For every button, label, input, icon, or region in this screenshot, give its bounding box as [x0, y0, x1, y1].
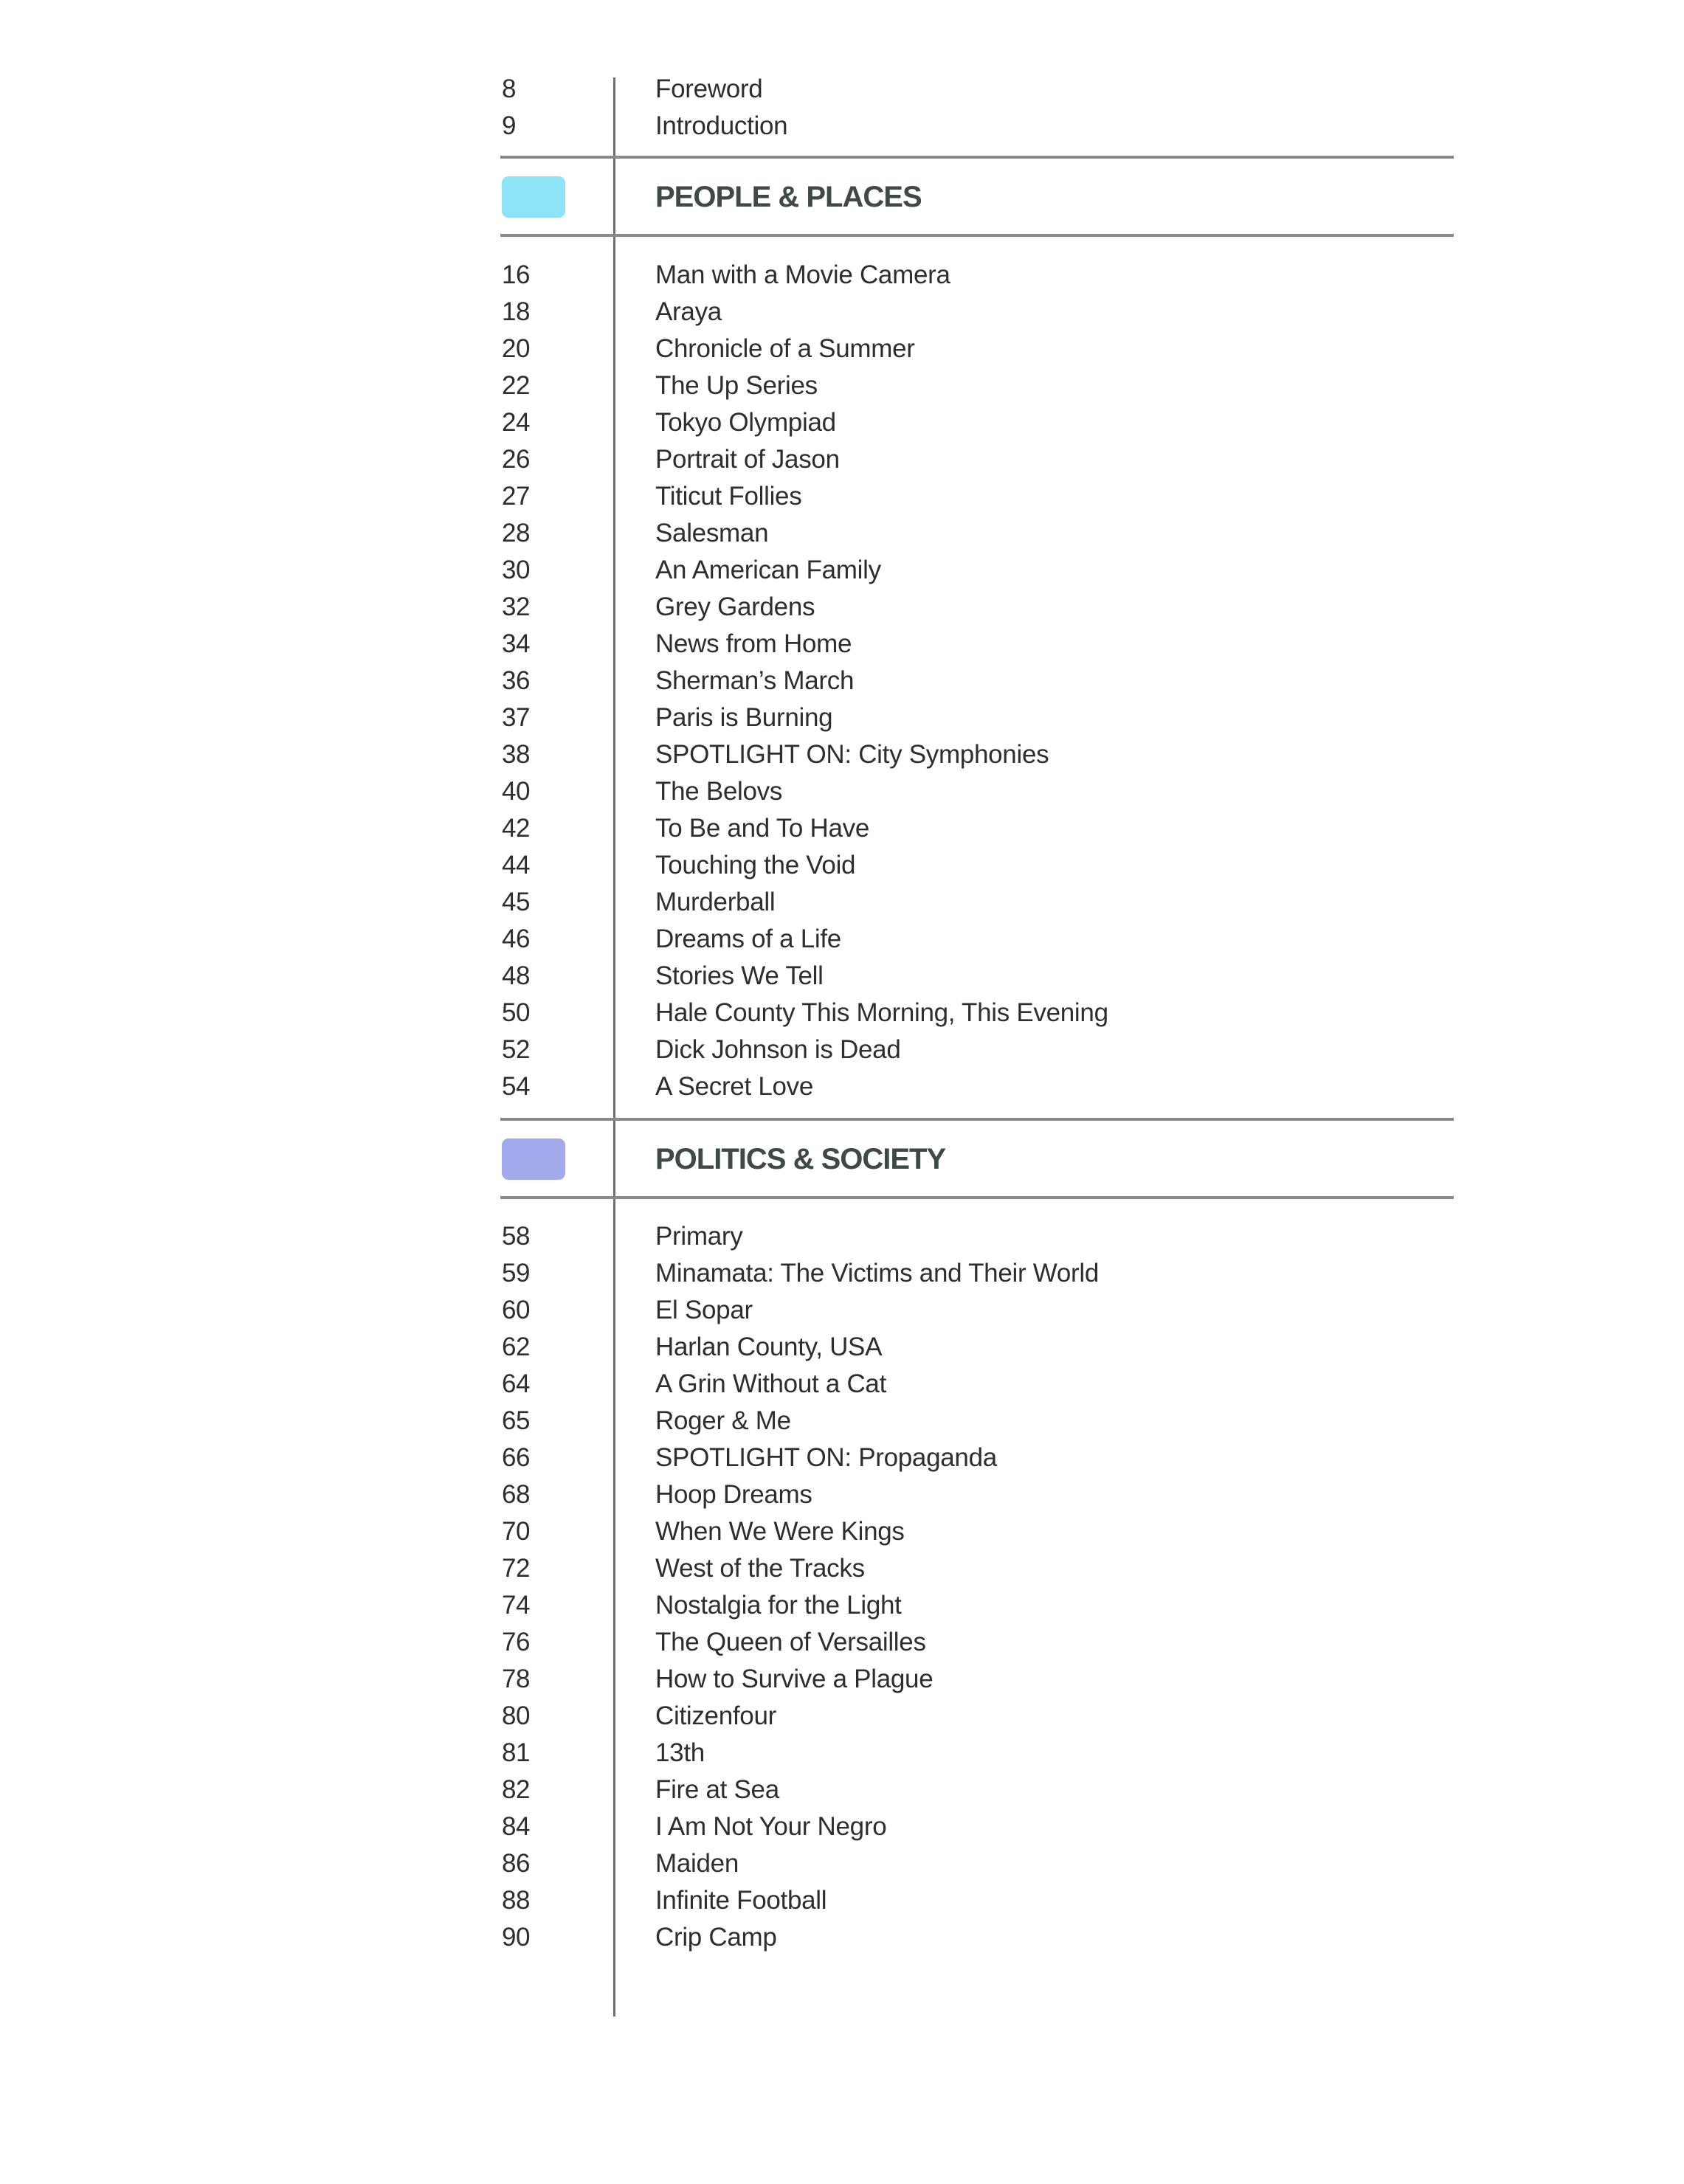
- entry-title[interactable]: To Be and To Have: [655, 814, 870, 843]
- page-number: 59: [502, 1259, 530, 1288]
- page-number: 76: [502, 1628, 530, 1656]
- page-number: 60: [502, 1296, 530, 1324]
- entry-title[interactable]: Introduction: [655, 111, 788, 140]
- entry-title[interactable]: I Am Not Your Negro: [655, 1812, 887, 1841]
- toc-entry[interactable]: [0, 1735, 1684, 1772]
- toc-entry[interactable]: [0, 1292, 1684, 1329]
- page-number: 34: [502, 629, 530, 658]
- toc-entry[interactable]: [0, 810, 1684, 847]
- toc-entry[interactable]: [0, 1218, 1684, 1255]
- toc-entry[interactable]: [0, 367, 1684, 404]
- toc-entry[interactable]: [0, 847, 1684, 884]
- toc-entry[interactable]: [0, 1366, 1684, 1403]
- entry-title[interactable]: Hale County This Morning, This Evening: [655, 998, 1108, 1027]
- entry-title[interactable]: The Queen of Versailles: [655, 1628, 926, 1656]
- entry-title[interactable]: Maiden: [655, 1849, 739, 1878]
- entry-title[interactable]: Minamata: The Victims and Their World: [655, 1259, 1100, 1288]
- page-number: 64: [502, 1369, 530, 1398]
- toc-entry[interactable]: [0, 1550, 1684, 1587]
- section-color-swatch: [502, 176, 565, 218]
- entry-title[interactable]: An American Family: [655, 556, 881, 584]
- entry-title[interactable]: When We Were Kings: [655, 1517, 905, 1546]
- page-number: 28: [502, 519, 530, 547]
- page-number: 84: [502, 1812, 530, 1841]
- page-number: 62: [502, 1333, 530, 1361]
- page-number: 37: [502, 703, 530, 732]
- toc-entry[interactable]: [0, 1661, 1684, 1698]
- toc-entry[interactable]: [0, 626, 1684, 663]
- toc-entry[interactable]: [0, 921, 1684, 958]
- toc-entry[interactable]: [0, 995, 1684, 1031]
- page-number: 90: [502, 1923, 530, 1952]
- entry-title[interactable]: How to Survive a Plague: [655, 1665, 934, 1693]
- section-heading: PEOPLE & PLACES: [655, 181, 922, 213]
- page-number: 86: [502, 1849, 530, 1878]
- toc-entry[interactable]: [0, 331, 1684, 367]
- entry-title[interactable]: Tokyo Olympiad: [655, 408, 836, 437]
- section-header: [0, 159, 1684, 235]
- toc-entry[interactable]: [0, 478, 1684, 515]
- toc-entry[interactable]: [0, 736, 1684, 773]
- page-number: 27: [502, 482, 530, 511]
- toc-entry[interactable]: [0, 1031, 1684, 1068]
- entry-title[interactable]: Murderball: [655, 888, 776, 916]
- entry-title[interactable]: Chronicle of a Summer: [655, 334, 915, 363]
- page-number: 52: [502, 1035, 530, 1064]
- page-number: 30: [502, 556, 530, 584]
- toc-entry[interactable]: [0, 1476, 1684, 1513]
- page-number: 26: [502, 445, 530, 474]
- section-color-swatch: [502, 1138, 565, 1180]
- toc-entry[interactable]: [0, 71, 1684, 108]
- toc-entry[interactable]: [0, 515, 1684, 552]
- entry-title[interactable]: A Grin Without a Cat: [655, 1369, 887, 1398]
- entry-title[interactable]: 13th: [655, 1738, 705, 1767]
- page-number: 58: [502, 1222, 530, 1251]
- toc-entry[interactable]: [0, 1440, 1684, 1476]
- page-number: 44: [502, 851, 530, 880]
- page-number: 9: [502, 111, 516, 140]
- page-number: 65: [502, 1406, 530, 1435]
- toc-entry[interactable]: [0, 958, 1684, 995]
- entry-title[interactable]: The Up Series: [655, 371, 818, 400]
- section-heading: POLITICS & SOCIETY: [655, 1143, 946, 1175]
- toc-entry[interactable]: [0, 699, 1684, 736]
- page-number: 22: [502, 371, 530, 400]
- entry-title[interactable]: Foreword: [655, 75, 763, 103]
- page-number: 24: [502, 408, 530, 437]
- toc-entry[interactable]: [0, 1513, 1684, 1550]
- entry-title[interactable]: Titicut Follies: [655, 482, 802, 511]
- page-number: 80: [502, 1701, 530, 1730]
- entry-title[interactable]: El Sopar: [655, 1296, 753, 1324]
- page-number: 46: [502, 925, 530, 953]
- page-number: 20: [502, 334, 530, 363]
- page-number: 74: [502, 1591, 530, 1620]
- page-number: 70: [502, 1517, 530, 1546]
- toc-entry[interactable]: [0, 1808, 1684, 1845]
- entry-title[interactable]: Sherman’s March: [655, 666, 855, 695]
- toc-entry[interactable]: [0, 1698, 1684, 1735]
- page-number: 36: [502, 666, 530, 695]
- page-number: 72: [502, 1554, 530, 1583]
- toc-entry[interactable]: [0, 1772, 1684, 1808]
- toc-entry[interactable]: [0, 1329, 1684, 1366]
- toc-entry[interactable]: [0, 1882, 1684, 1919]
- page-number: 54: [502, 1072, 530, 1101]
- toc-entry[interactable]: [0, 1068, 1684, 1105]
- entry-title[interactable]: Araya: [655, 297, 722, 326]
- page-number: 88: [502, 1886, 530, 1915]
- entry-title[interactable]: Dreams of a Life: [655, 925, 841, 953]
- page-number: 40: [502, 777, 530, 806]
- toc-entry[interactable]: [0, 1403, 1684, 1440]
- page-number: 82: [502, 1775, 530, 1804]
- toc-entry[interactable]: [0, 404, 1684, 441]
- entry-title[interactable]: Portrait of Jason: [655, 445, 840, 474]
- entry-title[interactable]: Paris is Burning: [655, 703, 833, 732]
- entry-title[interactable]: West of the Tracks: [655, 1554, 865, 1583]
- entry-title[interactable]: Stories We Tell: [655, 961, 824, 990]
- page-number: 16: [502, 260, 530, 289]
- page-number: 81: [502, 1738, 530, 1767]
- page-number: 78: [502, 1665, 530, 1693]
- entry-title[interactable]: SPOTLIGHT ON: City Symphonies: [655, 740, 1049, 769]
- page-number: 66: [502, 1443, 530, 1472]
- toc-entry[interactable]: [0, 773, 1684, 810]
- entry-title[interactable]: Harlan County, USA: [655, 1333, 883, 1361]
- toc-entry[interactable]: [0, 1255, 1684, 1292]
- section-header: [0, 1121, 1684, 1198]
- entry-title[interactable]: A Secret Love: [655, 1072, 814, 1101]
- page-number: 48: [502, 961, 530, 990]
- entry-title[interactable]: Grey Gardens: [655, 592, 815, 621]
- toc-entry[interactable]: [0, 441, 1684, 478]
- page-number: 45: [502, 888, 530, 916]
- page-number: 50: [502, 998, 530, 1027]
- toc-entry[interactable]: [0, 1587, 1684, 1624]
- entry-title[interactable]: Citizenfour: [655, 1701, 776, 1730]
- page-number: 38: [502, 740, 530, 769]
- entry-title[interactable]: Roger & Me: [655, 1406, 791, 1435]
- toc-entry[interactable]: [0, 1624, 1684, 1661]
- toc-entry[interactable]: [0, 257, 1684, 294]
- section-rule-bottom: [500, 1196, 1454, 1199]
- toc-entry[interactable]: [0, 552, 1684, 589]
- page-number: 18: [502, 297, 530, 326]
- entry-title[interactable]: SPOTLIGHT ON: Propaganda: [655, 1443, 997, 1472]
- entry-title[interactable]: Fire at Sea: [655, 1775, 779, 1804]
- entry-title[interactable]: Touching the Void: [655, 851, 856, 880]
- toc-entry[interactable]: [0, 294, 1684, 331]
- entry-title[interactable]: Man with a Movie Camera: [655, 260, 950, 289]
- entry-title[interactable]: Nostalgia for the Light: [655, 1591, 902, 1620]
- page-number: 42: [502, 814, 530, 843]
- entry-title[interactable]: News from Home: [655, 629, 852, 658]
- page-number: 8: [502, 75, 516, 103]
- toc-entry[interactable]: [0, 589, 1684, 626]
- toc-entry[interactable]: [0, 884, 1684, 921]
- entry-title[interactable]: Crip Camp: [655, 1923, 777, 1952]
- section-rule-bottom: [500, 234, 1454, 237]
- entry-title[interactable]: Salesman: [655, 519, 769, 547]
- toc-entry[interactable]: [0, 1919, 1684, 1956]
- toc-entry[interactable]: [0, 108, 1684, 145]
- entry-title[interactable]: The Belovs: [655, 777, 783, 806]
- toc-entry[interactable]: [0, 663, 1684, 699]
- entry-title[interactable]: Infinite Football: [655, 1886, 827, 1915]
- entry-title[interactable]: Hoop Dreams: [655, 1480, 812, 1509]
- entry-title[interactable]: Dick Johnson is Dead: [655, 1035, 901, 1064]
- page-number: 32: [502, 592, 530, 621]
- page-number: 68: [502, 1480, 530, 1509]
- toc-entry[interactable]: [0, 1845, 1684, 1882]
- entry-title[interactable]: Primary: [655, 1222, 743, 1251]
